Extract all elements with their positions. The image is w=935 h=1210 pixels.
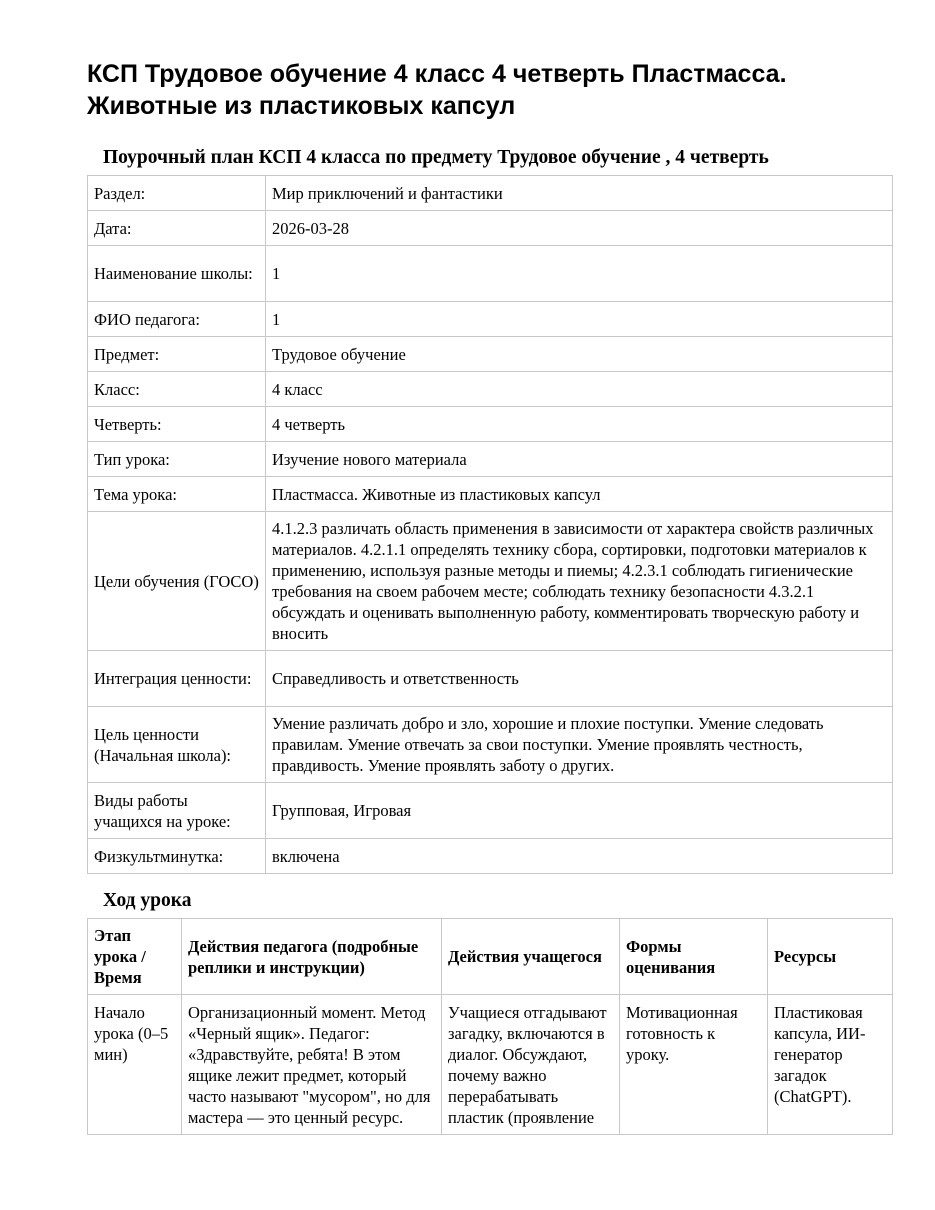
info-label: Дата: — [88, 211, 266, 246]
info-row-class — [88, 372, 893, 407]
info-row-value-goal — [88, 707, 893, 783]
info-value: включена — [266, 839, 893, 874]
cell-stage: Начало урока (0–5 мин) — [88, 995, 182, 1135]
info-label: Предмет: — [88, 337, 266, 372]
document-page — [87, 58, 893, 1135]
info-row-lesson-type — [88, 442, 893, 477]
info-row-exercise-break — [88, 839, 893, 874]
header-student-actions: Действия учащегося — [442, 919, 620, 995]
lesson-info-table — [87, 175, 893, 874]
cell-student-actions: Учащиеся отгадывают загадку, включаются в диалог. Обсуждают, почему важно перерабатывать пластик (проявление — [442, 995, 620, 1135]
info-value: 2026-03-28 — [266, 211, 893, 246]
info-label: Цель ценности (Начальная школа): — [88, 707, 266, 783]
info-label: ФИО педагога: — [88, 302, 266, 337]
info-label: Тип урока: — [88, 442, 266, 477]
lesson-flow-title: Ход урока — [103, 890, 192, 911]
info-row-lesson-topic — [88, 477, 893, 512]
lesson-header-row — [88, 919, 893, 995]
header-stage: Этап урока / Время — [88, 919, 182, 995]
cell-assessment: Мотивационная готовность к уроку. — [620, 995, 768, 1135]
info-row-school — [88, 246, 893, 302]
info-label: Четверть: — [88, 407, 266, 442]
info-row-date — [88, 211, 893, 246]
info-label: Наименование школы: — [88, 246, 266, 302]
info-value: 4 четверть — [266, 407, 893, 442]
info-value: Трудовое обучение — [266, 337, 893, 372]
info-value: Групповая, Игровая — [266, 783, 893, 839]
header-teacher-actions: Действия педагога (подробные реплики и инструкции) — [182, 919, 442, 995]
info-value: Мир приключений и фантастики — [266, 176, 893, 211]
info-label: Цели обучения (ГОСО) — [88, 512, 266, 651]
info-value: 4.1.2.3 различать область применения в зависимости от характера свойств различных материалов. 4.2.1.1 определять технику сбора, сортировки, подготовки материалов к применению, используя разные методы и пиемы; 4.2.3.1 соблюдать гигиенические требования на своем рабочем месте; соблюдать технику безопасности 4.3.2.1 обсуждать и оценивать выполненную работу, комментировать творческую работу и вносить — [266, 512, 893, 651]
lesson-flow-table — [87, 918, 893, 1135]
info-label: Интеграция ценности: — [88, 651, 266, 707]
info-value: Справедливость и ответственность — [266, 651, 893, 707]
lesson-row — [88, 995, 893, 1135]
info-row-quarter — [88, 407, 893, 442]
document-title: КСП Трудовое обучение 4 класс 4 четверть Пластмасса. Животные из пластиковых капсул — [87, 60, 787, 120]
info-row-teacher — [88, 302, 893, 337]
info-value: 1 — [266, 302, 893, 337]
info-label: Виды работы учащихся на уроке: — [88, 783, 266, 839]
info-label: Физкультминутка: — [88, 839, 266, 874]
plan-title: Поурочный план КСП 4 класса по предмету Трудовое обучение , 4 четверть — [103, 147, 769, 168]
cell-resources: Пластиковая капсула, ИИ-генератор загадок (ChatGPT). — [768, 995, 893, 1135]
info-value: Умение различать добро и зло, хорошие и плохие поступки. Умение следовать правилам. Умение отвечать за свои поступки. Умение проявлять честность, правдивость. Умение проявлять заботу о других. — [266, 707, 893, 783]
info-label: Класс: — [88, 372, 266, 407]
info-row-values — [88, 651, 893, 707]
info-value: 1 — [266, 246, 893, 302]
header-assessment: Формы оценивания — [620, 919, 768, 995]
info-row-work-types — [88, 783, 893, 839]
cell-teacher-actions: Организационный момент. Метод «Черный ящик». Педагог: «Здравствуйте, ребята! В этом ящике лежит предмет, который часто называют "мусором", но для мастера — это ценный ресурс. — [182, 995, 442, 1135]
info-value: 4 класс — [266, 372, 893, 407]
info-value: Изучение нового материала — [266, 442, 893, 477]
info-row-section — [88, 176, 893, 211]
header-resources: Ресурсы — [768, 919, 893, 995]
info-label: Раздел: — [88, 176, 266, 211]
info-label: Тема урока: — [88, 477, 266, 512]
info-row-learning-goals — [88, 512, 893, 651]
info-row-subject — [88, 337, 893, 372]
info-value: Пластмасса. Животные из пластиковых капсул — [266, 477, 893, 512]
